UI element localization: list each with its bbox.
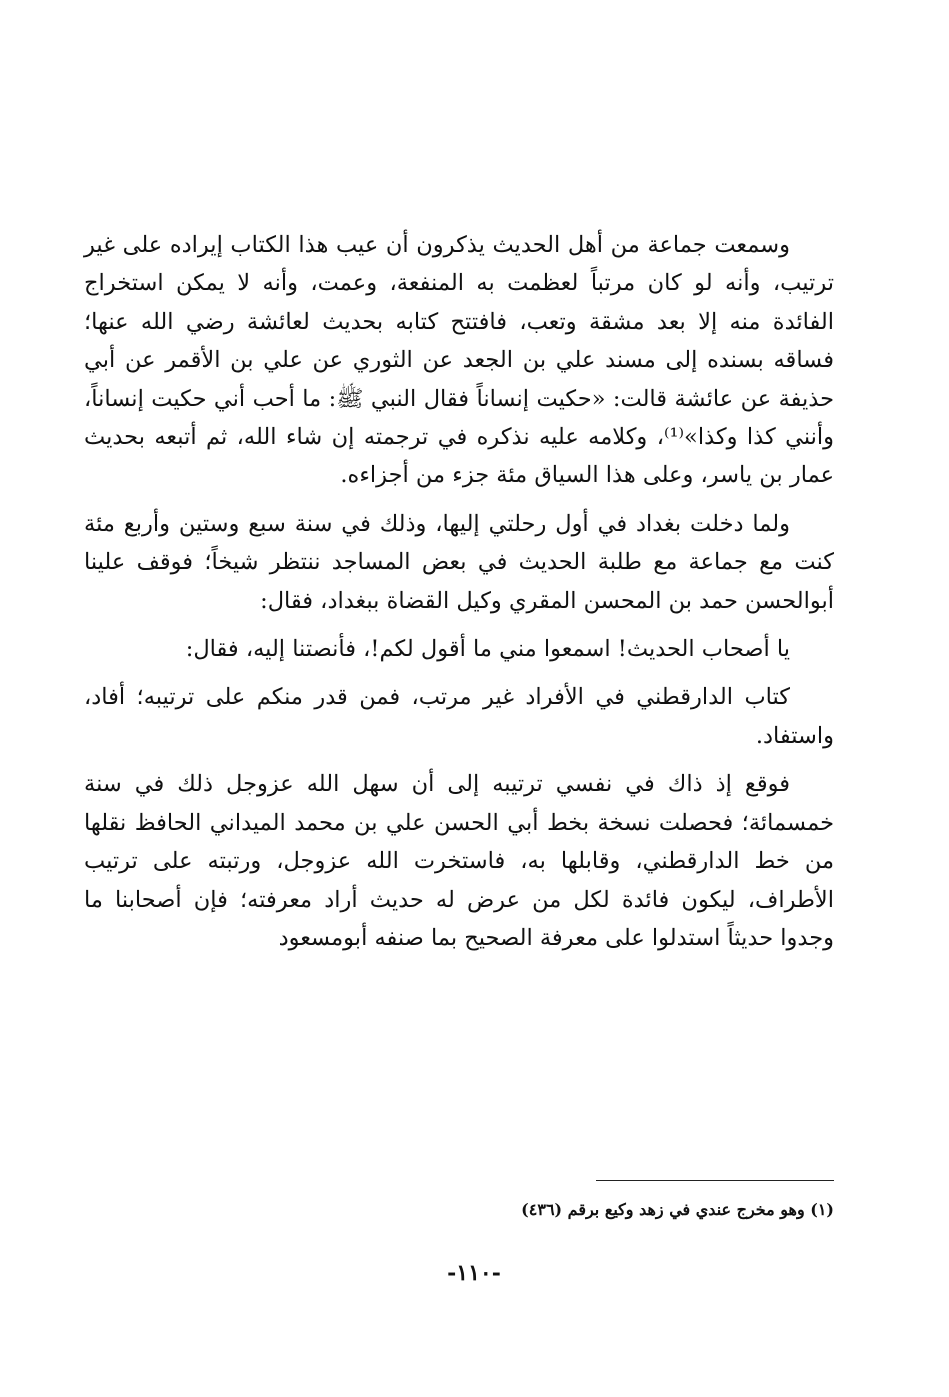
paragraph-4: كتاب الدارقطني في الأفراد غير مرتب، فمن قدر منكم على ترتيبه؛ أفاد، واستفاد. xyxy=(84,684,834,749)
paragraph-5: فوقع إذ ذاك في نفسي ترتيبه إلى أن سهل الله عزوجل ذلك في سنة خمسمائة؛ فحصلت نسخة بخط أبي الحسن علي بن محمد الميداني الحافظ نقلها من خط الدارقطني، وقابلها به، فاستخرت الله عزوجل، ورتبته على ترتيب الأطراف، ليكون فائدة لكل من عرض له حديث أراد معرفته؛ فإن أصحابنا ما وجدوا حديثاً استدلوا على معرفة الصحيح بما صنفه أبومسعود xyxy=(84,771,834,951)
main-text-block xyxy=(84,226,834,967)
paragraph-1: وسمعت جماعة من أهل الحديث يذكرون أن عيب هذا الكتاب إيراده على غير ترتيب، وأنه لو كان مرتباً لعظمت به المنفعة، وعمت، وأنه لا يمكن استخراج الفائدة منه إلا بعد مشقة وتعب، فافتتح كتابه بحديث لعائشة رضي الله عنها؛ فساقه بسنده إلى مسند علي بن الجعد عن الثوري عن علي بن الأقمر عن أبي حذيفة عن عائشة قالت: «حكيت إنساناً فقال النبي ﷺ: ما أحب أني حكيت إنساناً، وأنني كذا وكذا»⁽¹⁾، وكلامه عليه نذكره في ترجمته إن شاء الله، ثم أتبعه بحديث عمار بن ياسر، وعلى هذا السياق مئة جزء من أجزاءه. xyxy=(84,232,834,489)
paragraph-3: يا أصحاب الحديث! اسمعوا مني ما أقول لكم!، فأنصتنا إليه، فقال: xyxy=(185,636,790,663)
page-number: -١١٠- xyxy=(447,1260,501,1286)
footnote: (١) وهو مخرج عندي في زهد وكيع برقم (٤٣٦) xyxy=(521,1200,834,1219)
paragraph-2: ولما دخلت بغداد في أول رحلتي إليها، وذلك في سنة سبع وستين وأربع مئة كنت مع جماعة مع طلبة الحديث في بعض المساجد ننتظر شيخاً؛ فوقف علينا أبوالحسن حمد بن المحسن المقري وكيل القضاة ببغداد، فقال: xyxy=(84,510,834,614)
footnote-divider xyxy=(596,1180,834,1181)
